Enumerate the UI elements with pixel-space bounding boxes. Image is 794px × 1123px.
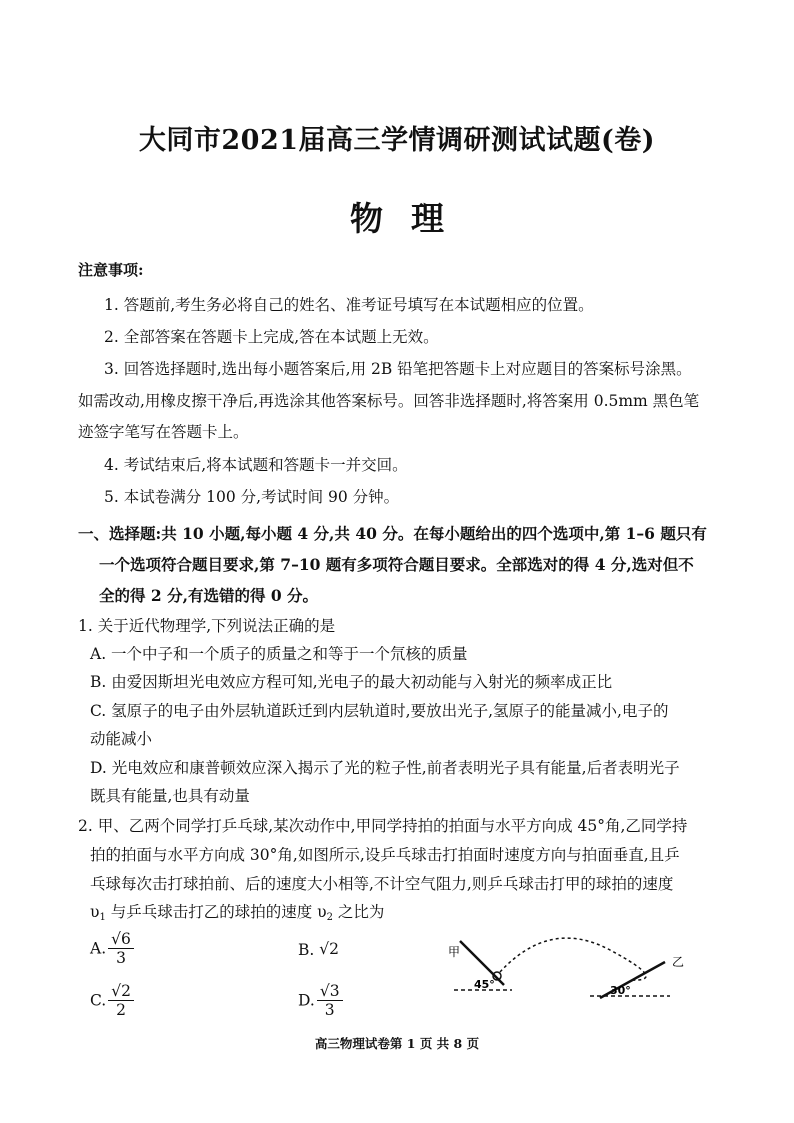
velocity-subscript-1: 1	[99, 912, 106, 923]
question-1-stem: 1. 关于近代物理学,下列说法正确的是	[78, 617, 336, 635]
angle-label-30: 30°	[610, 984, 631, 997]
option-a-label: A.	[90, 939, 107, 958]
question-2-option-d	[298, 982, 343, 1019]
notice-item-1: 1. 答题前,考生务必将自己的姓名、准考证号填写在本试题相应的位置。	[104, 296, 594, 314]
option-d-label: D.	[298, 991, 315, 1010]
notice-item-4: 4. 考试结束后,将本试题和答题卡一并交回。	[104, 456, 408, 474]
subject-title: 物理	[350, 199, 472, 238]
label-jia: 甲	[448, 945, 461, 959]
option-c-label: C.	[90, 991, 107, 1010]
question-2-line-1: 2. 甲、乙两个同学打乒乓球,某次动作中,甲同学持拍的拍面与水平方向成 45°角,乙同学持	[78, 817, 688, 835]
question-2-line-3: 乓球每次击打球拍前、后的速度大小相等,不计空气阻力,则乒乓球击打甲的球拍的速度	[90, 875, 674, 893]
section-1-line-3: 全的得 2 分,有选错的得 0 分。	[99, 586, 319, 605]
question-1-option-d-line-2: 既具有能量,也具有动量	[90, 787, 250, 805]
option-d-denominator: 3	[324, 1001, 335, 1019]
ball-trajectory	[500, 938, 646, 980]
question-1-option-b: B. 由爱因斯坦光电效应方程可知,光电子的最大初动能与入射光的频率成正比	[90, 673, 613, 691]
question-2-line-4	[90, 900, 384, 923]
option-c-numerator: √2	[108, 982, 134, 1001]
notice-item-2: 2. 全部答案在答题卡上完成,答在本试题上无效。	[104, 328, 439, 346]
notice-item-3-line-2: 如需改动,用橡皮擦干净后,再选涂其他答案标号。回答非选择题时,将答案用 0.5mm 黑色笔	[78, 392, 700, 410]
option-a-denominator: 3	[116, 949, 126, 967]
section-1-line-2: 一个选项符合题目要求,第 7–10 题有多项符合题目要求。全部选对的得 4 分,选对但不	[99, 555, 694, 574]
option-b-value: √2	[319, 940, 340, 958]
notice-item-3-line-3: 迹签字笔写在答题卡上。	[78, 423, 249, 441]
option-a-numerator: √6	[108, 930, 134, 949]
ping-pong-figure	[440, 930, 700, 1010]
question-1-option-c-line-1: C. 氢原子的电子由外层轨道跃迁到内层轨道时,要放出光子,氢原子的能量减小,电子的	[90, 702, 669, 720]
question-1-option-a: A. 一个中子和一个质子的质量之和等于一个氘核的质量	[90, 645, 468, 663]
notice-item-3-line-1: 3. 回答选择题时,选出每小题答案后,用 2B 铅笔把答题卡上对应题目的答案标号涂黑。	[104, 360, 692, 378]
option-c-denominator: 2	[116, 1001, 127, 1019]
exam-title: 大同市2021届高三学情调研测试试题(卷)	[138, 125, 656, 156]
notice-heading: 注意事项:	[78, 261, 144, 279]
option-d-numerator: √3	[317, 982, 343, 1001]
question-2-line-4-end: 之比为	[332, 903, 385, 921]
question-2-option-c	[90, 982, 134, 1019]
angle-label-45: 45°	[474, 978, 495, 991]
question-2-option-b	[298, 940, 339, 959]
option-c-fraction	[108, 982, 134, 1019]
question-1-option-d-line-1: D. 光电效应和康普顿效应深入揭示了光的粒子性,前者表明光子具有能量,后者表明光子	[90, 759, 680, 777]
question-1-option-c-line-2: 动能减小	[90, 730, 153, 748]
option-d-fraction	[317, 982, 343, 1019]
question-2-line-2: 拍的拍面与水平方向成 30°角,如图所示,设乒乓球击打拍面时速度方向与拍面垂直,且乒	[90, 846, 680, 864]
option-b-label: B.	[298, 941, 315, 959]
page-footer: 高三物理试卷第 1 页 共 8 页	[314, 1036, 480, 1051]
question-2-line-4-mid: 与乒乓球击打乙的球拍的速度 υ	[105, 903, 327, 921]
notice-item-5: 5. 本试卷满分 100 分,考试时间 90 分钟。	[104, 488, 400, 506]
option-a-fraction	[108, 930, 134, 967]
label-yi: 乙	[672, 955, 685, 969]
question-2-option-a	[90, 930, 134, 967]
velocity-subscript-2: 2	[326, 912, 333, 923]
velocity-symbol-1: υ	[90, 903, 100, 921]
section-1-line-1: 一、选择题:共 10 小题,每小题 4 分,共 40 分。在每小题给出的四个选项中,第 1–6 题只有	[78, 524, 707, 543]
